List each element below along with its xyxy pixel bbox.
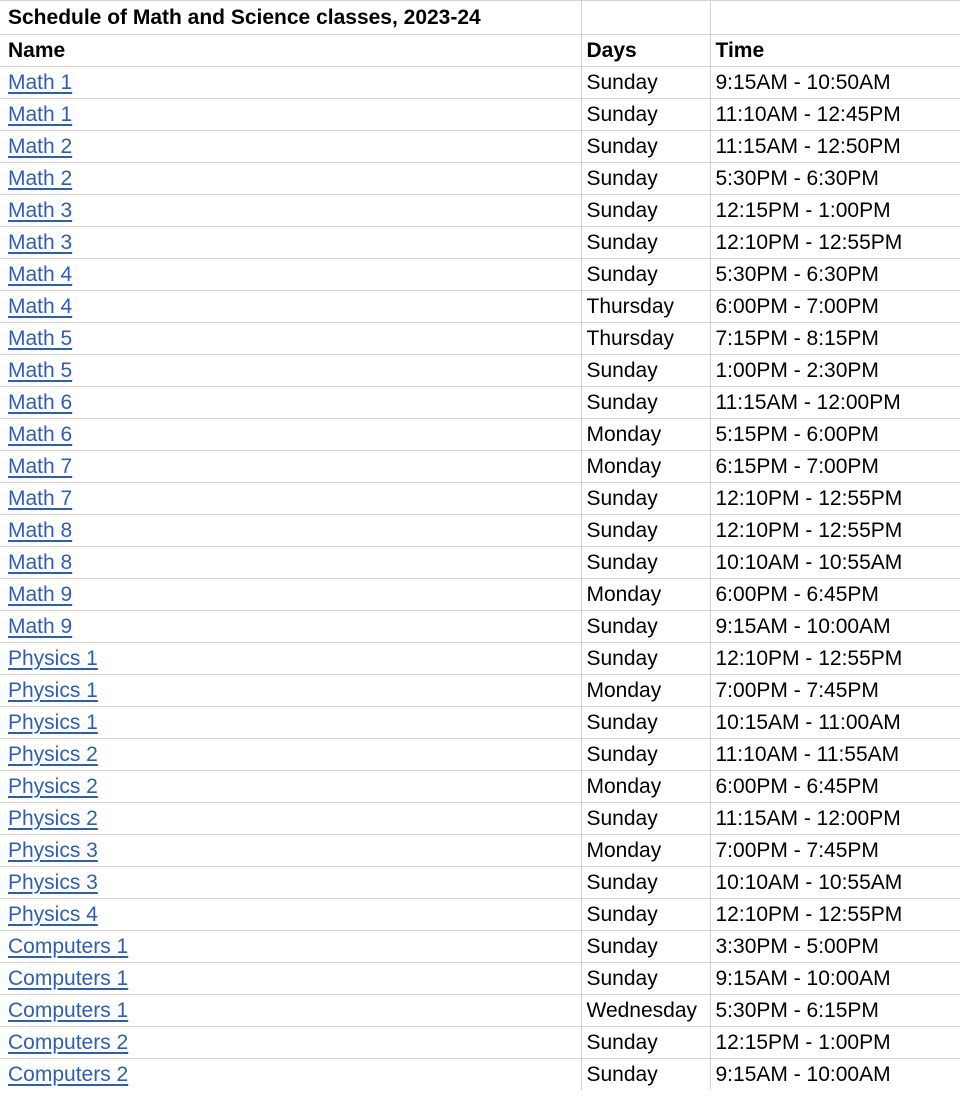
time-cell[interactable]: 5:30PM - 6:30PM <box>710 163 960 195</box>
table-row <box>0 291 960 323</box>
class-name-link[interactable]: Computers 2 <box>8 1031 129 1054</box>
column-header-time[interactable]: Time <box>710 35 960 67</box>
name-cell[interactable] <box>0 515 581 547</box>
table-row <box>0 1027 960 1059</box>
table-row <box>0 643 960 675</box>
days-cell[interactable]: Sunday <box>581 99 710 131</box>
days-cell[interactable]: Wednesday <box>581 995 710 1027</box>
column-header-days[interactable]: Days <box>581 35 710 67</box>
name-cell[interactable] <box>0 643 581 675</box>
time-cell[interactable]: 3:30PM - 5:00PM <box>710 931 960 963</box>
class-name-link[interactable]: Computers 2 <box>8 1063 129 1086</box>
table-row <box>0 995 960 1027</box>
name-cell[interactable] <box>0 355 581 387</box>
title-row <box>0 1 960 35</box>
class-name-link[interactable]: Computers 1 <box>8 935 129 958</box>
time-cell[interactable]: 11:10AM - 11:55AM <box>710 739 960 771</box>
time-cell[interactable]: 9:15AM - 10:50AM <box>710 67 960 99</box>
name-cell[interactable] <box>0 419 581 451</box>
table-row <box>0 355 960 387</box>
time-cell[interactable]: 6:00PM - 6:45PM <box>710 579 960 611</box>
days-cell[interactable]: Sunday <box>581 931 710 963</box>
time-cell[interactable]: 5:30PM - 6:30PM <box>710 259 960 291</box>
time-cell[interactable]: 11:15AM - 12:00PM <box>710 803 960 835</box>
table-row <box>0 227 960 259</box>
name-cell[interactable] <box>0 67 581 99</box>
time-cell[interactable]: 12:10PM - 12:55PM <box>710 899 960 931</box>
days-cell[interactable]: Sunday <box>581 867 710 899</box>
time-cell[interactable]: 6:00PM - 6:45PM <box>710 771 960 803</box>
time-cell[interactable]: 11:10AM - 12:45PM <box>710 99 960 131</box>
time-cell[interactable]: 12:15PM - 1:00PM <box>710 195 960 227</box>
time-cell[interactable]: 1:00PM - 2:30PM <box>710 355 960 387</box>
time-cell[interactable]: 9:15AM - 10:00AM <box>710 1059 960 1091</box>
column-header-name[interactable]: Name <box>0 35 581 67</box>
time-cell[interactable]: 12:10PM - 12:55PM <box>710 643 960 675</box>
days-cell[interactable]: Sunday <box>581 1059 710 1091</box>
time-cell[interactable]: 7:15PM - 8:15PM <box>710 323 960 355</box>
days-cell[interactable]: Monday <box>581 579 710 611</box>
name-cell[interactable] <box>0 387 581 419</box>
table-row <box>0 163 960 195</box>
time-cell[interactable]: 12:10PM - 12:55PM <box>710 515 960 547</box>
table-row <box>0 771 960 803</box>
class-name-link[interactable]: Math 9 <box>8 615 73 638</box>
days-cell[interactable]: Monday <box>581 419 710 451</box>
class-name-link[interactable]: Physics 3 <box>8 871 98 894</box>
time-cell[interactable]: 12:10PM - 12:55PM <box>710 483 960 515</box>
class-name-link[interactable]: Math 5 <box>8 327 73 350</box>
class-name-link[interactable]: Physics 2 <box>8 743 98 766</box>
days-cell[interactable]: Monday <box>581 451 710 483</box>
sheet-title[interactable]: Schedule of Math and Science classes, 2023-24 <box>0 1 581 35</box>
name-cell[interactable] <box>0 227 581 259</box>
table-row <box>0 67 960 99</box>
class-name-link[interactable]: Math 3 <box>8 199 73 222</box>
class-name-link[interactable]: Computers 1 <box>8 967 129 990</box>
name-cell[interactable] <box>0 803 581 835</box>
class-name-link[interactable]: Math 4 <box>8 295 73 318</box>
days-cell[interactable]: Sunday <box>581 163 710 195</box>
days-cell[interactable]: Sunday <box>581 963 710 995</box>
class-name-link[interactable]: Math 9 <box>8 583 73 606</box>
class-name-link[interactable]: Math 5 <box>8 359 73 382</box>
days-cell[interactable]: Sunday <box>581 483 710 515</box>
class-name-link[interactable]: Math 2 <box>8 135 73 158</box>
table-row <box>0 579 960 611</box>
class-name-link[interactable]: Math 2 <box>8 167 73 190</box>
class-name-link[interactable]: Physics 3 <box>8 839 98 862</box>
time-cell[interactable]: 10:10AM - 10:55AM <box>710 547 960 579</box>
table-row <box>0 99 960 131</box>
days-cell[interactable]: Sunday <box>581 1027 710 1059</box>
name-cell[interactable] <box>0 291 581 323</box>
class-name-link[interactable]: Math 8 <box>8 551 73 574</box>
table-row <box>0 835 960 867</box>
days-cell[interactable]: Sunday <box>581 707 710 739</box>
days-cell[interactable]: Sunday <box>581 739 710 771</box>
name-cell[interactable] <box>0 1059 581 1091</box>
name-cell[interactable] <box>0 451 581 483</box>
days-cell[interactable]: Sunday <box>581 643 710 675</box>
name-cell[interactable] <box>0 99 581 131</box>
class-name-link[interactable]: Math 4 <box>8 263 73 286</box>
table-row <box>0 931 960 963</box>
time-cell[interactable]: 12:10PM - 12:55PM <box>710 227 960 259</box>
class-name-link[interactable]: Math 7 <box>8 455 73 478</box>
table-row <box>0 611 960 643</box>
table-row <box>0 963 960 995</box>
name-cell[interactable] <box>0 707 581 739</box>
class-name-link[interactable]: Physics 1 <box>8 711 98 734</box>
days-cell[interactable]: Monday <box>581 835 710 867</box>
table-row <box>0 131 960 163</box>
table-row <box>0 707 960 739</box>
days-cell[interactable]: Sunday <box>581 803 710 835</box>
time-cell[interactable]: 9:15AM - 10:00AM <box>710 963 960 995</box>
time-cell[interactable]: 9:15AM - 10:00AM <box>710 611 960 643</box>
name-cell[interactable] <box>0 963 581 995</box>
table-row <box>0 451 960 483</box>
class-name-link[interactable]: Math 1 <box>8 103 73 126</box>
class-name-link[interactable]: Math 8 <box>8 519 73 542</box>
name-cell[interactable] <box>0 195 581 227</box>
table-row <box>0 547 960 579</box>
name-cell[interactable] <box>0 163 581 195</box>
days-cell[interactable]: Sunday <box>581 515 710 547</box>
name-cell[interactable] <box>0 899 581 931</box>
name-cell[interactable] <box>0 771 581 803</box>
days-cell[interactable]: Sunday <box>581 195 710 227</box>
time-cell[interactable]: 10:10AM - 10:55AM <box>710 867 960 899</box>
days-cell[interactable]: Monday <box>581 771 710 803</box>
header-row <box>0 35 960 67</box>
days-cell[interactable]: Sunday <box>581 259 710 291</box>
name-cell[interactable] <box>0 547 581 579</box>
class-name-link[interactable]: Math 1 <box>8 71 73 94</box>
days-cell[interactable]: Sunday <box>581 387 710 419</box>
days-cell[interactable]: Thursday <box>581 323 710 355</box>
empty-cell[interactable] <box>710 1 960 35</box>
days-cell[interactable]: Sunday <box>581 611 710 643</box>
table-row <box>0 803 960 835</box>
days-cell[interactable]: Sunday <box>581 227 710 259</box>
days-cell[interactable]: Sunday <box>581 355 710 387</box>
name-cell[interactable] <box>0 739 581 771</box>
name-cell[interactable] <box>0 867 581 899</box>
days-cell[interactable]: Sunday <box>581 547 710 579</box>
table-row <box>0 195 960 227</box>
time-cell[interactable]: 12:15PM - 1:00PM <box>710 1027 960 1059</box>
name-cell[interactable] <box>0 995 581 1027</box>
time-cell[interactable]: 7:00PM - 7:45PM <box>710 835 960 867</box>
name-cell[interactable] <box>0 579 581 611</box>
class-name-link[interactable]: Physics 2 <box>8 775 98 798</box>
empty-cell[interactable] <box>581 1 710 35</box>
table-row <box>0 1059 960 1091</box>
name-cell[interactable] <box>0 675 581 707</box>
name-cell[interactable] <box>0 259 581 291</box>
class-name-link[interactable]: Physics 1 <box>8 679 98 702</box>
table-row <box>0 419 960 451</box>
table-row <box>0 867 960 899</box>
table-row <box>0 259 960 291</box>
class-name-link[interactable]: Math 3 <box>8 231 73 254</box>
time-cell[interactable]: 10:15AM - 11:00AM <box>710 707 960 739</box>
table-row <box>0 515 960 547</box>
days-cell[interactable]: Sunday <box>581 131 710 163</box>
time-cell[interactable]: 5:30PM - 6:15PM <box>710 995 960 1027</box>
class-name-link[interactable]: Math 6 <box>8 391 73 414</box>
table-row <box>0 899 960 931</box>
days-cell[interactable]: Sunday <box>581 67 710 99</box>
table-row <box>0 739 960 771</box>
time-cell[interactable]: 11:15AM - 12:50PM <box>710 131 960 163</box>
days-cell[interactable]: Thursday <box>581 291 710 323</box>
table-row <box>0 323 960 355</box>
name-cell[interactable] <box>0 323 581 355</box>
class-name-link[interactable]: Math 6 <box>8 423 73 446</box>
name-cell[interactable] <box>0 131 581 163</box>
time-cell[interactable]: 11:15AM - 12:00PM <box>710 387 960 419</box>
table-row <box>0 675 960 707</box>
name-cell[interactable] <box>0 1027 581 1059</box>
name-cell[interactable] <box>0 835 581 867</box>
days-cell[interactable]: Monday <box>581 675 710 707</box>
time-cell[interactable]: 7:00PM - 7:45PM <box>710 675 960 707</box>
class-name-link[interactable]: Physics 2 <box>8 807 98 830</box>
name-cell[interactable] <box>0 611 581 643</box>
table-row <box>0 483 960 515</box>
days-cell[interactable]: Sunday <box>581 899 710 931</box>
class-name-link[interactable]: Computers 1 <box>8 999 129 1022</box>
time-cell[interactable]: 6:15PM - 7:00PM <box>710 451 960 483</box>
time-cell[interactable]: 6:00PM - 7:00PM <box>710 291 960 323</box>
table-row <box>0 387 960 419</box>
class-name-link[interactable]: Math 7 <box>8 487 73 510</box>
name-cell[interactable] <box>0 931 581 963</box>
class-name-link[interactable]: Physics 1 <box>8 647 98 670</box>
class-name-link[interactable]: Physics 4 <box>8 903 98 926</box>
name-cell[interactable] <box>0 483 581 515</box>
time-cell[interactable]: 5:15PM - 6:00PM <box>710 419 960 451</box>
